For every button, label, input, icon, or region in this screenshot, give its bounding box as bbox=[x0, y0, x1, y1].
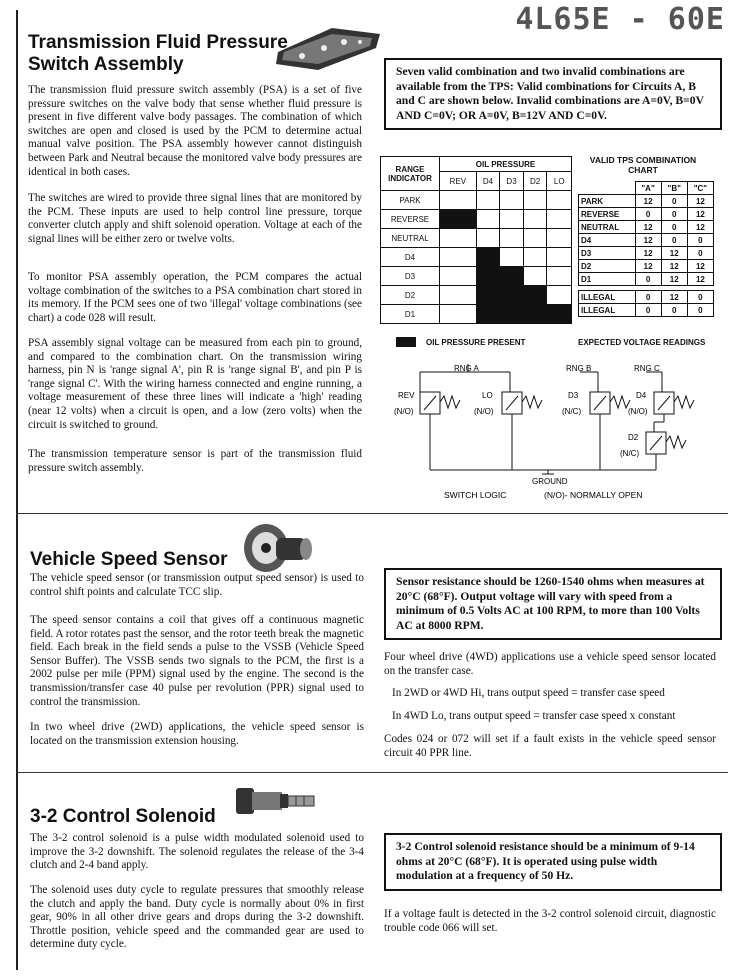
col-header: D4 bbox=[476, 172, 500, 191]
table-row bbox=[381, 248, 572, 267]
lo-switch-type: (N/O) bbox=[474, 407, 494, 416]
psa-title-line2: Switch Assembly bbox=[28, 54, 184, 75]
switch-logic-schematic bbox=[384, 362, 714, 502]
tps-voltage-cell: 0 bbox=[661, 221, 687, 234]
tps-title-line2: CHART bbox=[628, 165, 658, 175]
table-row bbox=[381, 191, 572, 210]
tps-info-box: Seven valid combination and two invalid combinations are available from the TPS: Valid combinations for Circuits A, B and C are shown below. Invalid combinations are A=0V, B=0V AND C=0V; OR A=0V, B=12V AND C=0V. bbox=[384, 58, 722, 130]
tps-voltage-cell: 12 bbox=[661, 273, 687, 286]
tps-voltage-cell: 0 bbox=[687, 247, 713, 260]
oil-pressure-legend-swatch bbox=[396, 337, 416, 347]
vss-2wd-formula: In 2WD or 4WD Hi, trans output speed = transfer case speed bbox=[392, 687, 665, 699]
tps-voltage-cell: 12 bbox=[635, 234, 661, 247]
switch-logic-caption: SWITCH LOGIC bbox=[444, 490, 507, 500]
rng-a-label: RNG A bbox=[454, 364, 479, 373]
oil-pressure-chart bbox=[380, 156, 572, 324]
range-indicator-header: RANGE INDICATOR bbox=[381, 157, 440, 191]
tps-row-label: D4 bbox=[579, 234, 636, 247]
tps-voltage-cell: 0 bbox=[687, 291, 713, 304]
solenoid-paragraph-2: The solenoid uses duty cycle to regulate pressures that smoothly release the clutch and apply the band. Duty cycle is normally about 0% in first gear, 90% in all other drive gears and drops during the 3-2 downshift. Throttle position, vehicle speed and the commanded gear are used to determine duty cycle. bbox=[30, 884, 364, 951]
tps-voltage-cell: 0 bbox=[661, 304, 687, 317]
tps-illegal-row bbox=[579, 291, 714, 304]
solenoid-illustration bbox=[232, 782, 322, 822]
tps-row-label: REVERSE bbox=[579, 208, 636, 221]
table-row bbox=[381, 286, 572, 305]
row-label: REVERSE bbox=[381, 210, 440, 229]
valve-body-illustration bbox=[272, 22, 384, 74]
tps-table-row bbox=[579, 221, 714, 234]
d4-switch-type: (N/O) bbox=[628, 407, 648, 416]
row-label: D4 bbox=[381, 248, 440, 267]
rev-switch-type: (N/O) bbox=[394, 407, 414, 416]
table-row bbox=[381, 229, 572, 248]
d2-switch-label: D2 bbox=[628, 433, 639, 442]
tps-voltage-cell: 0 bbox=[661, 208, 687, 221]
tps-voltage-cell: 12 bbox=[635, 247, 661, 260]
tps-row-label: D2 bbox=[579, 260, 636, 273]
lo-switch-label: LO bbox=[482, 391, 493, 400]
tps-row-label: ILLEGAL bbox=[579, 291, 636, 304]
row-label: D3 bbox=[381, 267, 440, 286]
tps-table-row bbox=[579, 208, 714, 221]
tps-row-label: ILLEGAL bbox=[579, 304, 636, 317]
solenoid-paragraph-1: The 3-2 control solenoid is a pulse width modulated solenoid used to improve the 3-2 downshift. The solenoid regulates the release of the 3-4 clutch and 2-4 band apply. bbox=[30, 832, 364, 872]
d3-switch-label: D3 bbox=[568, 391, 579, 400]
tps-voltage-cell: 12 bbox=[661, 291, 687, 304]
oil-pressure-header: OIL PRESSURE bbox=[440, 157, 572, 172]
tps-voltage-cell: 12 bbox=[687, 195, 713, 208]
section-divider bbox=[16, 772, 728, 773]
table-row bbox=[381, 210, 572, 229]
col-header: D2 bbox=[523, 172, 547, 191]
row-label: PARK bbox=[381, 191, 440, 210]
vss-title: Vehicle Speed Sensor bbox=[30, 549, 228, 570]
tps-voltage-cell: 0 bbox=[635, 291, 661, 304]
row-label: D2 bbox=[381, 286, 440, 305]
psa-paragraph-3: To monitor PSA assembly operation, the PCM compares the actual voltage combination of the switches to a PSA combination chart stored in its memory. If the PCM sees one of two 'illegal' voltage combinations (see chart) a code 028 will result. bbox=[28, 271, 362, 324]
tps-col-header: "C" bbox=[687, 182, 713, 195]
psa-paragraph-4: PSA assembly signal voltage can be measured from each pin to ground, and compared to the combination chart. On the transmission wiring harness, pin N is 'range signal A', pin R is 'range signal B', and pin P is 'range signal C'. With the wiring harness connected and engine running, a voltage measurement of these three lines will indicate a 'high' reading (near 12 volts) when a circuit is open, and a low (zero volts) when the circuit is switched to ground. bbox=[28, 337, 362, 431]
ground-label: GROUND bbox=[532, 477, 568, 486]
tps-voltage-cell: 12 bbox=[635, 260, 661, 273]
section-divider bbox=[16, 513, 728, 514]
tps-voltage-cell: 0 bbox=[687, 304, 713, 317]
rng-b-label: RNG B bbox=[566, 364, 592, 373]
tps-voltage-cell: 0 bbox=[661, 234, 687, 247]
tps-table-row bbox=[579, 234, 714, 247]
table-row bbox=[381, 305, 572, 324]
vss-paragraph-2: The speed sensor contains a coil that gives off a continuous magnetic field. A rotor rotates past the sensor, and the rotor teeth break the magnetic field. Each break in the field sends a pulse to the VSSB (Vehicle Speed Sensor Buffer). The VSSB sends two signals to the PCM, the first is a 2002 pulse per mile (PPM) signal used by the engine. The second is the transmission/transfer case 40 pulse per revolution (PPR) signal used to control the transmission. bbox=[30, 614, 364, 708]
tps-voltage-cell: 12 bbox=[635, 195, 661, 208]
oil-pressure-legend-label: OIL PRESSURE PRESENT bbox=[426, 338, 526, 347]
psa-paragraph-5: The transmission temperature sensor is part of the transmission fluid pressure switch assembly. bbox=[28, 448, 362, 474]
tps-illegal-row bbox=[579, 304, 714, 317]
d4-switch-label: D4 bbox=[636, 391, 647, 400]
vss-paragraph-3: In two wheel drive (2WD) applications, the vehicle speed sensor is located on the transmission extension housing. bbox=[30, 721, 364, 747]
vss-paragraph-1: The vehicle speed sensor (or transmission output speed sensor) is used to control shift points and calculate TCC slip. bbox=[30, 572, 364, 598]
rng-c-label: RNG C bbox=[634, 364, 660, 373]
tps-voltage-cell: 12 bbox=[687, 273, 713, 286]
vss-4wd-text: Four wheel drive (4WD) applications use a vehicle speed sensor located on the transfer case. bbox=[384, 651, 716, 677]
tps-col-header: "B" bbox=[661, 182, 687, 195]
tps-row-label: PARK bbox=[579, 195, 636, 208]
col-header: LO bbox=[547, 172, 572, 191]
tps-title-line1: VALID TPS COMBINATION bbox=[589, 155, 697, 165]
tps-voltage-cell: 12 bbox=[661, 247, 687, 260]
tps-voltage-cell: 0 bbox=[635, 208, 661, 221]
psa-paragraph-1: The transmission fluid pressure switch assembly (PSA) is a set of five pressure switches on the valve body that sense whether fluid pressure is present in five different valve body passages. The combination of which switches are open and closed is used by the PCM to determine actual manual valve position. The PSA assembly however cannot distinguish between Park and Neutral because the monitored valve body pressures are identical in both cases. bbox=[28, 84, 362, 178]
tps-voltage-cell: 0 bbox=[635, 273, 661, 286]
psa-title bbox=[28, 32, 288, 76]
tps-row-label: D3 bbox=[579, 247, 636, 260]
rev-switch-label: REV bbox=[398, 391, 415, 400]
tps-voltage-cell: 12 bbox=[661, 260, 687, 273]
row-label: NEUTRAL bbox=[381, 229, 440, 248]
d3-switch-type: (N/C) bbox=[562, 407, 582, 416]
table-row bbox=[381, 267, 572, 286]
psa-title-line1: Transmission Fluid Pressure bbox=[28, 32, 288, 53]
tps-chart-footer: EXPECTED VOLTAGE READINGS bbox=[578, 338, 706, 347]
tps-table-row bbox=[579, 247, 714, 260]
tps-row-label: D1 bbox=[579, 273, 636, 286]
tps-table-row bbox=[579, 260, 714, 273]
vss-4wd-lo-formula: In 4WD Lo, trans output speed = transfer case speed x constant bbox=[392, 710, 676, 722]
tps-voltage-cell: 12 bbox=[687, 208, 713, 221]
tps-voltage-cell: 12 bbox=[687, 221, 713, 234]
vss-code-text: Codes 024 or 072 will set if a fault exists in the vehicle speed sensor circuit 40 PPR line. bbox=[384, 733, 716, 759]
tps-voltage-cell: 12 bbox=[635, 221, 661, 234]
tps-voltage-cell: 0 bbox=[635, 304, 661, 317]
page-header-title: 4L65E - 60E bbox=[515, 2, 725, 37]
d2-switch-type: (N/C) bbox=[620, 449, 640, 458]
solenoid-title: 3-2 Control Solenoid bbox=[30, 806, 216, 827]
tps-table-row bbox=[579, 195, 714, 208]
vss-resistance-box: Sensor resistance should be 1260-1540 ohms when measures at 20°C (68°F). Output voltage will vary with speed from a minimum of 0.5 Volts AC at 100 RPM, to more than 100 Volts AC at 8000 RPM. bbox=[384, 568, 722, 640]
solenoid-resistance-box: 3-2 Control solenoid resistance should be a minimum of 9-14 ohms at 20°C (68°F). It is operated using pulse width modulation at a frequency of 50 Hz. bbox=[384, 833, 722, 891]
col-header: REV bbox=[440, 172, 477, 191]
psa-paragraph-2: The switches are wired to provide three signal lines that are monitored by the PCM. These inputs are used to help control line pressure, torque converter clutch apply and shift solenoid operation. Voltage at each of the signal lines will be either zero or twelve volts. bbox=[28, 192, 362, 245]
speed-sensor-illustration bbox=[236, 520, 316, 576]
tps-row-label: NEUTRAL bbox=[579, 221, 636, 234]
tps-combination-chart bbox=[578, 181, 714, 317]
tps-col-header: "A" bbox=[635, 182, 661, 195]
tps-chart-title bbox=[578, 155, 708, 175]
tps-voltage-cell: 0 bbox=[661, 195, 687, 208]
tps-table-row bbox=[579, 273, 714, 286]
normally-open-caption: (N/O)- NORMALLY OPEN bbox=[544, 490, 643, 500]
solenoid-code-text: If a voltage fault is detected in the 3-2 control solenoid circuit, diagnostic trouble code 066 will set. bbox=[384, 908, 716, 934]
tps-voltage-cell: 0 bbox=[687, 234, 713, 247]
tps-voltage-cell: 12 bbox=[687, 260, 713, 273]
row-label: D1 bbox=[381, 305, 440, 324]
col-header: D3 bbox=[500, 172, 524, 191]
